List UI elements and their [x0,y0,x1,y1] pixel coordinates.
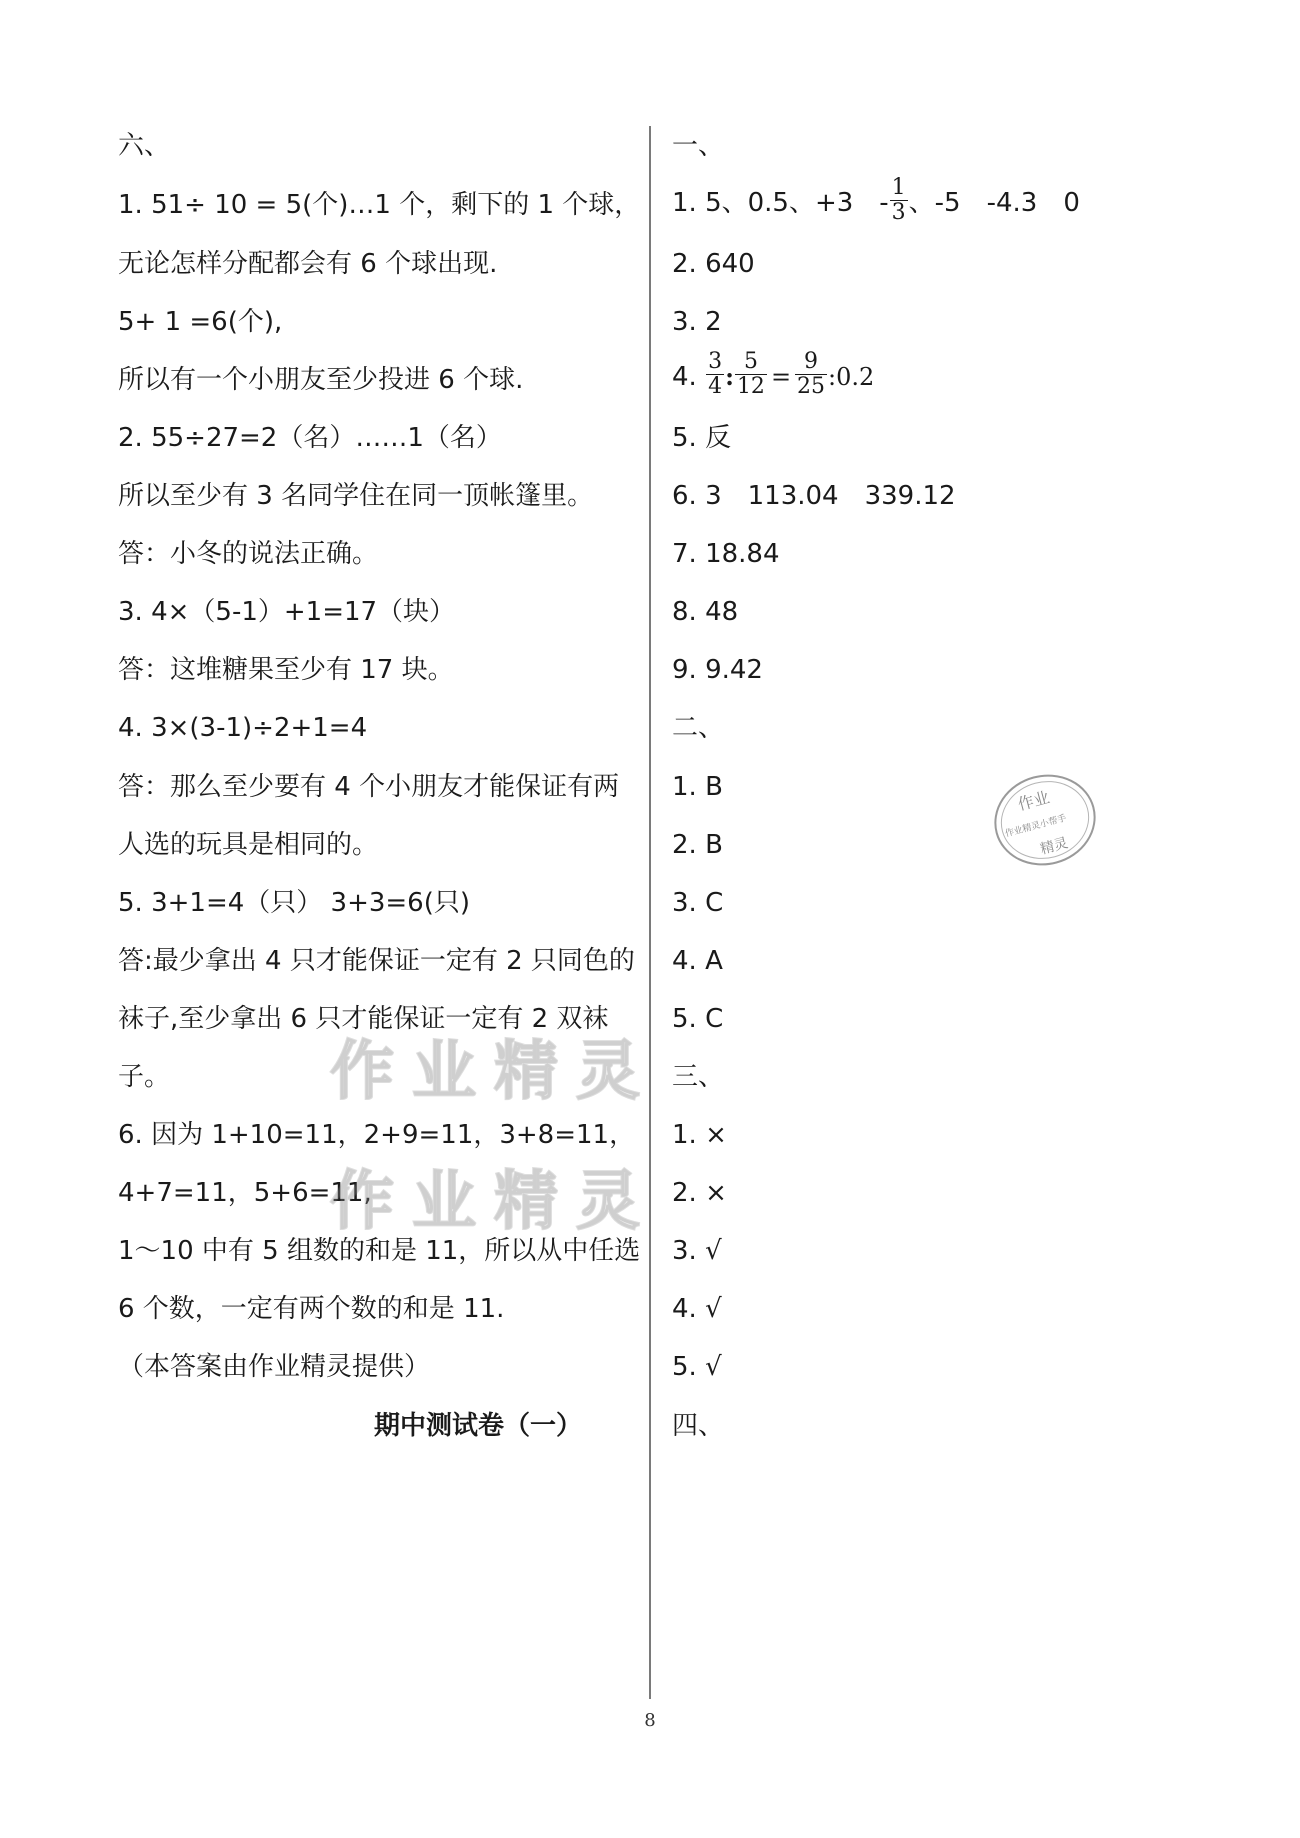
answer-line: 无论怎样分配都会有 6 个球出现. [118,249,498,279]
judge-answer: 1. × [672,1120,727,1150]
fraction-numerator: 1 [891,175,906,200]
answer-line: 1～10 中有 5 组数的和是 11，所以从中任选 [118,1236,641,1266]
answer-line: 答：这堆糖果至少有 17 块。 [118,655,454,685]
seal-middle-text: 作业精灵小帮手 [1004,813,1068,840]
choice-answer: 1. B [672,772,723,802]
judge-answer: 2. × [672,1178,727,1208]
watermark-text: 作业精灵 [330,1165,658,1239]
page-number: 8 [644,1710,656,1731]
q1-prefix: 1. 5、0.5、+3 - [672,188,889,218]
answer-q8: 8. 48 [672,597,739,627]
fraction-denominator: 12 [736,374,765,399]
answer-q1 [672,175,1080,225]
source-note: （本答案由作业精灵提供） [118,1352,431,1382]
answer-line: 人选的玩具是相同的。 [118,830,379,860]
exam-title: 期中测试卷（一） [373,1411,582,1441]
answer-q6: 6. 3 113.04 339.12 [672,481,956,511]
answer-line: 3. 4×（5-1）+1=17（块） [118,597,456,627]
choice-answer: 3. C [672,888,724,918]
fraction-one-third [890,176,908,225]
section-heading-four: 四、 [672,1411,725,1441]
answer-line: 所以有一个小朋友至少投进 6 个球. [118,365,524,395]
answer-line: 答：小冬的说法正确。 [118,539,379,569]
answer-line: 1. 51÷ 10 = 5(个)…1 个，剩下的 1 个球， [118,190,641,220]
fraction-numerator: 3 [708,349,723,374]
answer-line: 袜子,至少拿出 6 只才能保证一定有 2 双袜 [118,1004,609,1034]
choice-answer: 2. B [672,830,723,860]
answer-line: 答:最少拿出 4 只才能保证一定有 2 只同色的 [118,946,635,976]
fraction-five-twelfths [735,350,767,399]
fraction-numerator: 9 [795,350,827,375]
answer-line: 5+ 1 =6(个), [118,307,283,337]
fraction-nine-twentyfifths [795,350,827,399]
answer-line: 6 个数，一定有两个数的和是 11. [118,1294,505,1324]
answer-q7: 7. 18.84 [672,539,780,569]
answer-line: 2. 55÷27=2（名）……1（名） [118,423,502,453]
choice-answer: 5. C [672,1004,724,1034]
seal-top-text: 作业 [1015,787,1052,815]
section-heading-two: 二、 [672,713,725,743]
answer-q2: 2. 640 [672,249,755,279]
answer-line: 4. 3×(3-1)÷2+1=4 [118,713,368,743]
choice-answer: 4. A [672,946,723,976]
fraction-denominator: 25 [797,374,826,399]
answer-line: 6. 因为 1+10=11，2+9=11，3+8=11， [118,1120,636,1150]
watermark-text: 作业精灵 [330,1035,658,1109]
equals-sign: = [770,363,792,391]
watermark-seal-icon [985,760,1105,880]
answer-line: 答：那么至少要有 4 个小朋友才能保证有两 [118,772,620,802]
column-divider [649,126,651,1699]
ratio-colon: : [725,362,734,391]
ratio-tail: :0.2 [828,363,875,391]
section-heading-three: 三、 [672,1062,725,1092]
answer-q9: 9. 9.42 [672,655,763,685]
answer-q3: 3. 2 [672,307,722,337]
answer-line: 4+7=11，5+6=11, [118,1178,372,1208]
answer-line: 所以至少有 3 名同学住在同一顶帐篷里。 [118,481,594,511]
judge-answer: 3. √ [672,1236,722,1266]
seal-bottom-text: 精灵 [1038,835,1070,858]
answer-q5: 5. 反 [672,423,732,453]
answer-q4 [672,349,875,399]
section-heading-one: 一、 [672,131,725,161]
judge-answer: 4. √ [672,1294,722,1324]
fraction-denominator: 3 [891,200,906,225]
judge-answer: 5. √ [672,1352,722,1382]
q4-prefix: 4. [672,362,697,392]
fraction-denominator: 4 [708,374,723,399]
fraction-numerator: 5 [735,350,767,375]
answer-line: 子。 [118,1062,171,1092]
fraction-three-quarters [706,350,724,399]
section-heading-six: 六、 [118,131,171,161]
q1-suffix: 、-5 -4.3 0 [908,188,1080,218]
answer-line: 5. 3+1=4（只） 3+3=6(只) [118,888,471,918]
